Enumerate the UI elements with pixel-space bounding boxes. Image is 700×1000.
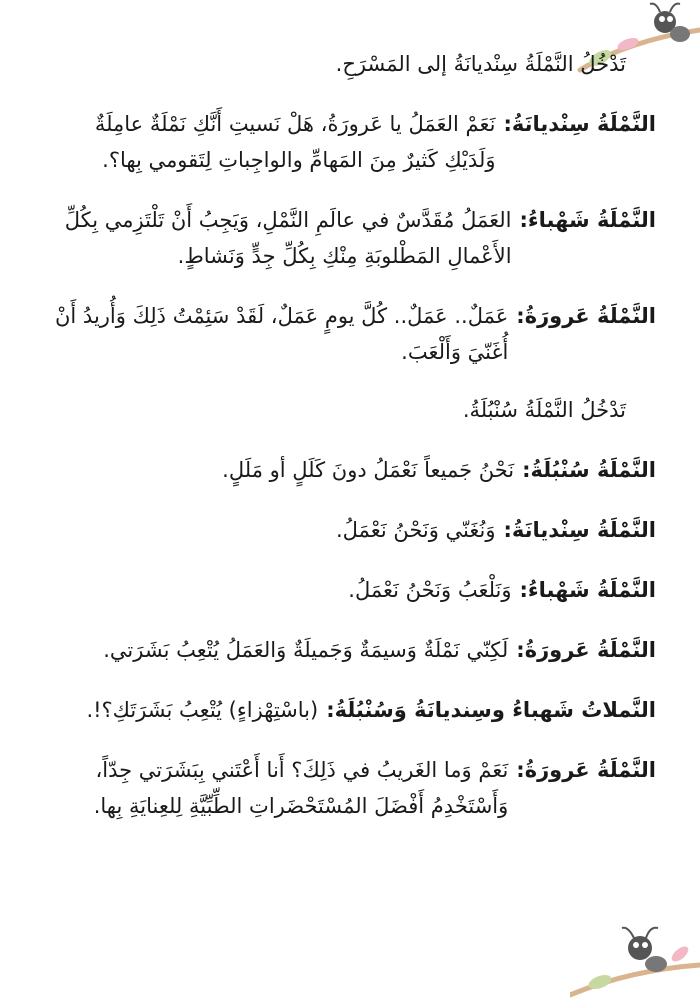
speaker-name: النَّمْلَةُ شَهْباءُ: (519, 578, 656, 602)
dialogue-text: نَحْنُ جَميعاً نَعْمَلُ دونَ كَلَلٍ أو مَلَلٍ. (222, 458, 515, 482)
stage-direction: تَدْخُلُ النَّمْلَةُ سُنْبُلَةُ. (462, 398, 626, 422)
stage-direction: تَدْخُلُ النَّمْلَةُ سِنْديانَةُ إلى المَسْرَحِ. (335, 52, 626, 76)
dialogue-text: (باسْتِهْزاءٍ) يُتْعِبُ بَشَرَتَكِ؟!. (86, 698, 319, 722)
dialogue-text: عَمَلٌ.. عَمَلٌ.. كُلَّ يومٍ عَمَلٌ، لَقَدْ سَئِمْتُ ذَلِكَ وَأُريدُ أَنْ أُغَنّيَ وَأَلْعَبَ. (54, 304, 509, 364)
speaker-name: النَّملاتُ شَهباءُ وسِنديانَةُ وَسُنْبُلَةُ: (326, 698, 656, 722)
dialogue-line (40, 572, 656, 608)
speaker-name: النَّمْلَةُ سُنْبُلَةُ: (522, 458, 656, 482)
dialogue-line (40, 692, 656, 728)
dialogue-line (40, 298, 656, 370)
dialogue-line (40, 106, 656, 178)
dialogue-text: لَكِنّي نَمْلَةٌ وَسيمَةٌ وَجَميلَةٌ وَالعَمَلُ يُتْعِبُ بَشَرَتي. (103, 638, 509, 662)
speaker-name: النَّمْلَةُ عَرورَةُ: (516, 638, 656, 662)
play-script-page (40, 48, 656, 848)
dialogue-line (40, 632, 656, 668)
speaker-name: النَّمْلَةُ عَرورَةُ: (516, 758, 656, 782)
dialogue-line (40, 452, 656, 488)
dialogue-text: العَمَلُ مُقَدَّسٌ في عالَمِ النَّمْلِ، وَيَجِبُ أَنْ تَلْتَزِمي بِكُلِّ الأَعْمالِ المَطْلوبَةِ مِنْكِ بِكُلِّ جِدٍّ وَنَشاطٍ. (64, 208, 512, 268)
dialogue-text: وَنَلْعَبُ وَنَحْنُ نَعْمَلُ. (348, 578, 512, 602)
dialogue-line (40, 202, 656, 274)
dialogue-line (40, 752, 656, 824)
speaker-name: النَّمْلَةُ شَهْباءُ: (519, 208, 656, 232)
speaker-name: النَّمْلَةُ سِنْديانَةُ: (503, 112, 656, 136)
dialogue-line (40, 512, 656, 548)
speaker-name: النَّمْلَةُ سِنْديانَةُ: (503, 518, 656, 542)
dialogue-text: نَعَمْ وَما الغَريبُ في ذَلِكَ؟ أَنا أَعْتَني بِبَشَرَتي جِدّاً، وَأَسْتَخْدِمُ أَفْضَلَ المُسْتَحْضَراتِ الطِّبِّيَّةِ لِلعِنايَةِ بِها. (93, 758, 509, 818)
ant-branch-decoration-bottom (570, 910, 700, 1000)
speaker-name: النَّمْلَةُ عَرورَةُ: (516, 304, 656, 328)
dialogue-text: وَنُغَنّي وَنَحْنُ نَعْمَلُ. (335, 518, 496, 542)
dialogue-text: نَعَمْ العَمَلُ يا عَرورَةُ، هَلْ نَسيتِ أَنَّكِ نَمْلَةٌ عامِلَةٌ وَلَدَيْكِ كَثيرٌ مِنَ المَهامِّ والواجِباتِ لِتَقومي بِها؟. (94, 112, 496, 172)
